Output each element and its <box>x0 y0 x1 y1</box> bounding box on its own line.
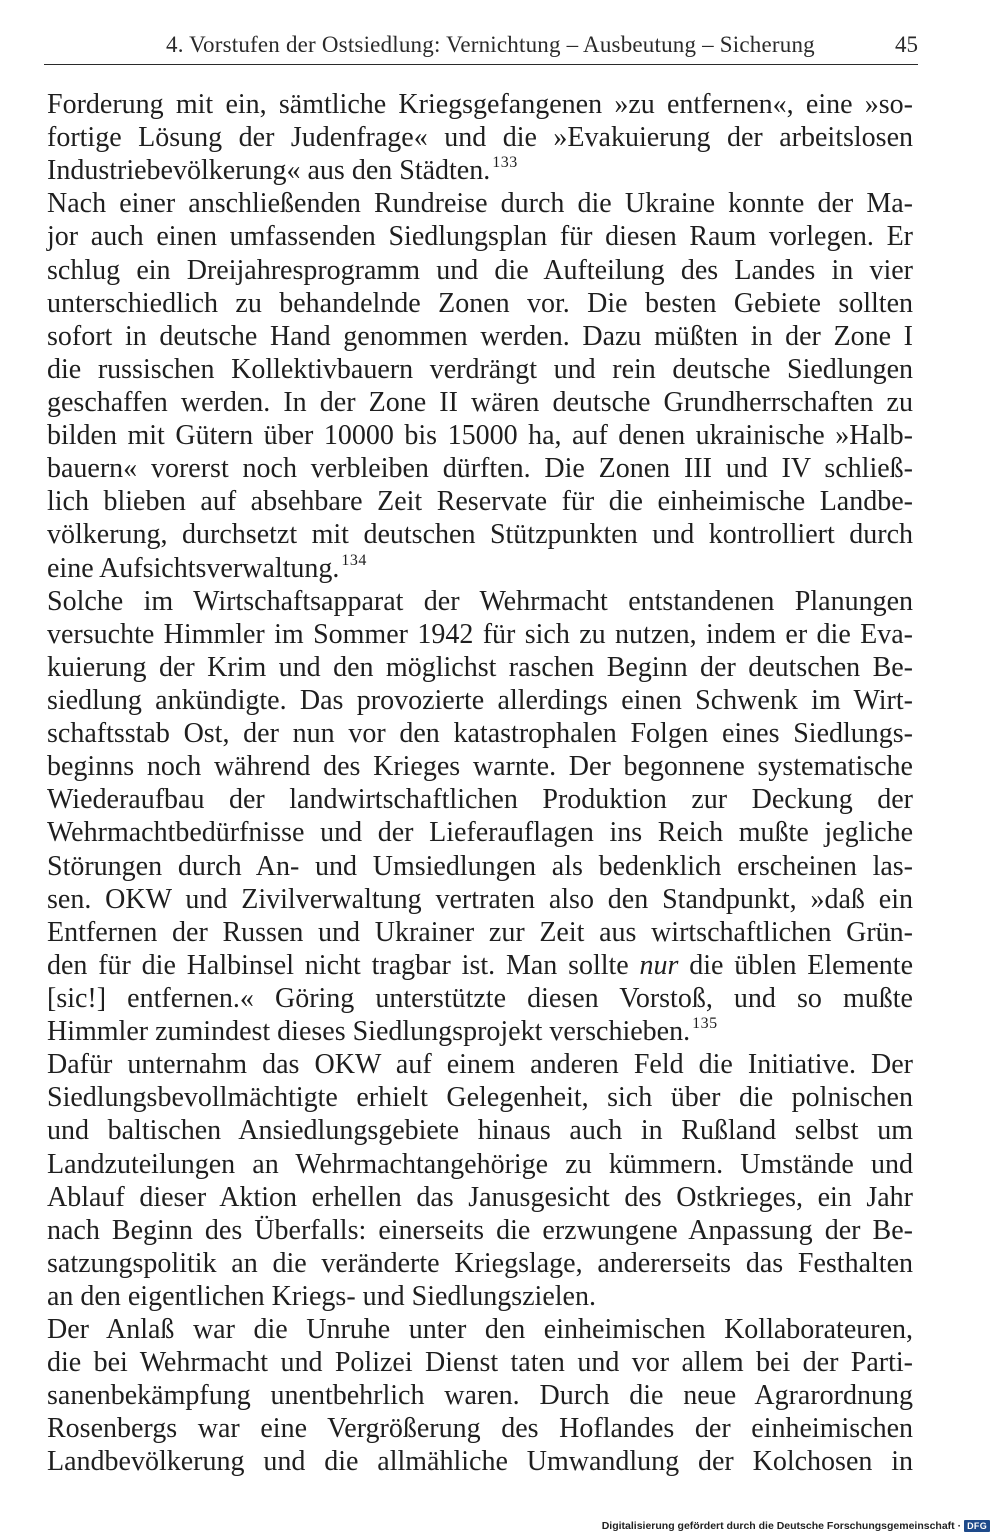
body-text <box>47 88 913 1479</box>
text-line <box>47 287 913 320</box>
text-line <box>47 1214 913 1247</box>
running-header <box>44 30 918 65</box>
line-text: sofort in deutsche Hand genommen werden. Dazu müßten in der Zone I <box>47 320 913 352</box>
line-text: Ablauf dieser Aktion erhellen das Janusgesicht des Ostkrieges, ein Jahr <box>47 1181 913 1213</box>
text-line <box>47 1148 913 1181</box>
line-text: satzungspolitik an die veränderte Kriegslage, andererseits das Festhalten <box>47 1247 913 1279</box>
text-line <box>47 1346 913 1379</box>
text-line <box>47 254 913 287</box>
text-line <box>47 651 913 684</box>
text-line <box>47 452 913 485</box>
line-text: siedlung ankündigte. Das provozierte allerdings einen Schwenk im Wirt- <box>47 684 913 716</box>
line-text: lich blieben auf absehbare Zeit Reservate für die einheimische Landbe- <box>47 486 913 518</box>
text-line <box>47 585 913 618</box>
line-text: Himmler zumindest dieses Siedlungsprojekt verschieben. <box>47 1016 691 1048</box>
text-line <box>47 883 913 916</box>
text-line <box>47 1081 913 1114</box>
text-line <box>47 1048 913 1081</box>
line-text: kuierung der Krim und den möglichst raschen Beginn der deutschen Be- <box>47 651 913 683</box>
text-line <box>47 750 913 783</box>
text-line <box>47 386 913 419</box>
footnote-reference: 133 <box>492 154 518 172</box>
line-text: den für die Halbinsel nicht tragbar ist. Man sollte <box>47 949 629 981</box>
header-title: 4. Vorstufen der Ostsiedlung: Vernichtung – Ausbeutung – Sicherung <box>166 32 815 57</box>
line-text: die bei Wehrmacht und Polizei Dienst taten und vor allem bei der Parti- <box>47 1347 913 1379</box>
line-text: Solche im Wirtschaftsapparat der Wehrmacht entstandenen Planungen <box>47 585 913 617</box>
digitization-credit: Digitalisierung gefördert durch die Deutsche Forschungsgemeinschaft · <box>601 1520 962 1532</box>
line-text: Entfernen der Russen und Ukrainer zur Zeit aus wirtschaftlichen Grün- <box>47 916 913 948</box>
text-line <box>47 684 913 717</box>
text-line <box>47 717 913 750</box>
text-line <box>47 949 913 982</box>
text-line <box>47 1280 913 1313</box>
line-text: fortige Lösung der Judenfrage« und die »Evakuierung der arbeitslosen <box>47 122 913 154</box>
text-line <box>47 518 913 551</box>
line-text: Nach einer anschließenden Rundreise durch die Ukraine konnte der Ma- <box>47 188 913 220</box>
line-text: schlug ein Dreijahresprogramm und die Aufteilung des Landes in vier <box>47 254 913 286</box>
line-text: geschaffen werden. In der Zone II wären deutsche Grundherrschaften zu <box>47 386 913 418</box>
line-text: Landbevölkerung und die allmähliche Umwandlung der Kolchosen in <box>47 1446 913 1478</box>
text-line <box>47 485 913 518</box>
line-text: Rosenbergs war eine Vergrößerung des Hoflandes der einheimischen <box>47 1413 913 1445</box>
line-text: völkerung, durchsetzt mit deutschen Stützpunkten und kontrolliert durch <box>47 519 913 551</box>
text-line <box>47 618 913 651</box>
text-line <box>47 320 913 353</box>
line-text: und baltischen Ansiedlungsgebiete hinaus auch in Rußland selbst um <box>47 1115 913 1147</box>
line-text: bauern« vorerst noch verbleiben dürften. Die Zonen III und IV schließ- <box>47 453 913 485</box>
text-line <box>47 1181 913 1214</box>
line-text: sen. OKW und Zivilverwaltung vertraten also den Standpunkt, »daß ein <box>47 883 913 915</box>
text-line <box>47 419 913 452</box>
footnote-reference: 135 <box>692 1015 718 1033</box>
text-line <box>47 121 913 154</box>
line-text-continuation: die üblen Elemente <box>689 949 914 981</box>
line-text: versuchte Himmler im Sommer 1942 für sich zu nutzen, indem er die Eva- <box>47 618 913 650</box>
text-line <box>47 1445 913 1478</box>
text-line <box>47 187 913 220</box>
line-text: Dafür unternahm das OKW auf einem anderen Feld die Initiative. Der <box>47 1049 913 1081</box>
text-line <box>47 220 913 253</box>
text-line <box>47 1313 913 1346</box>
page-number: 45 <box>895 32 918 57</box>
footer-credit <box>602 1520 990 1532</box>
line-text: Landzuteilungen an Wehrmachtangehörige zu kümmern. Umstände und <box>47 1148 913 1180</box>
text-line <box>47 1379 913 1412</box>
line-text: nach Beginn des Überfalls: einerseits die erzwungene Anpassung der Be- <box>47 1214 913 1246</box>
text-line <box>47 88 913 121</box>
line-text: eine Aufsichtsverwaltung. <box>47 552 340 584</box>
text-line <box>47 1015 913 1048</box>
line-text: schaftsstab Ost, der nun vor den katastrophalen Folgen eines Siedlungs- <box>47 718 913 750</box>
line-text: Industriebevölkerung« aus den Städten. <box>47 155 491 187</box>
line-text: Forderung mit ein, sämtliche Kriegsgefangenen »zu entfernen«, eine »so- <box>47 89 913 120</box>
line-text: sanenbekämpfung unentbehrlich waren. Durch die neue Agrarordnung <box>47 1380 913 1412</box>
line-text: Wehrmachtbedürfnisse und der Lieferauflagen ins Reich mußte jegliche <box>47 817 913 849</box>
text-line <box>47 552 913 585</box>
line-text: die russischen Kollektivbauern verdrängt und rein deutsche Siedlungen <box>47 353 913 385</box>
line-text: bilden mit Gütern über 10000 bis 15000 ha, auf denen ukrainische »Halb- <box>47 420 913 452</box>
text-line <box>47 783 913 816</box>
dfg-logo: DFG <box>964 1520 990 1532</box>
text-line <box>47 1247 913 1280</box>
text-line <box>47 1412 913 1445</box>
line-text: unterschiedlich zu behandelnde Zonen vor. Die besten Gebiete sollten <box>47 287 913 319</box>
text-line <box>47 1114 913 1147</box>
line-text: jor auch einen umfassenden Siedlungsplan für diesen Raum vorlegen. Er <box>47 221 913 253</box>
line-text: Siedlungsbevollmächtigte erhielt Gelegenheit, sich über die polnischen <box>47 1082 913 1114</box>
emphasized-word: nur <box>639 949 679 981</box>
line-text: [sic!] entfernen.« Göring unterstützte diesen Vorstoß, und so mußte <box>47 982 913 1014</box>
footnote-reference: 134 <box>341 551 367 569</box>
text-line <box>47 850 913 883</box>
text-line <box>47 982 913 1015</box>
line-text: Störungen durch An- und Umsiedlungen als bedenklich erscheinen las- <box>47 850 913 882</box>
text-line <box>47 154 913 187</box>
line-text: an den eigentlichen Kriegs- und Siedlungszielen. <box>47 1280 596 1312</box>
text-line <box>47 816 913 849</box>
line-text: beginns noch während des Krieges warnte. Der begonnene systematische <box>47 751 913 783</box>
line-text: Der Anlaß war die Unruhe unter den einheimischen Kollaborateuren, <box>47 1314 913 1346</box>
line-text: Wiederaufbau der landwirtschaftlichen Produktion zur Deckung der <box>47 784 913 816</box>
text-line <box>47 353 913 386</box>
text-line <box>47 916 913 949</box>
